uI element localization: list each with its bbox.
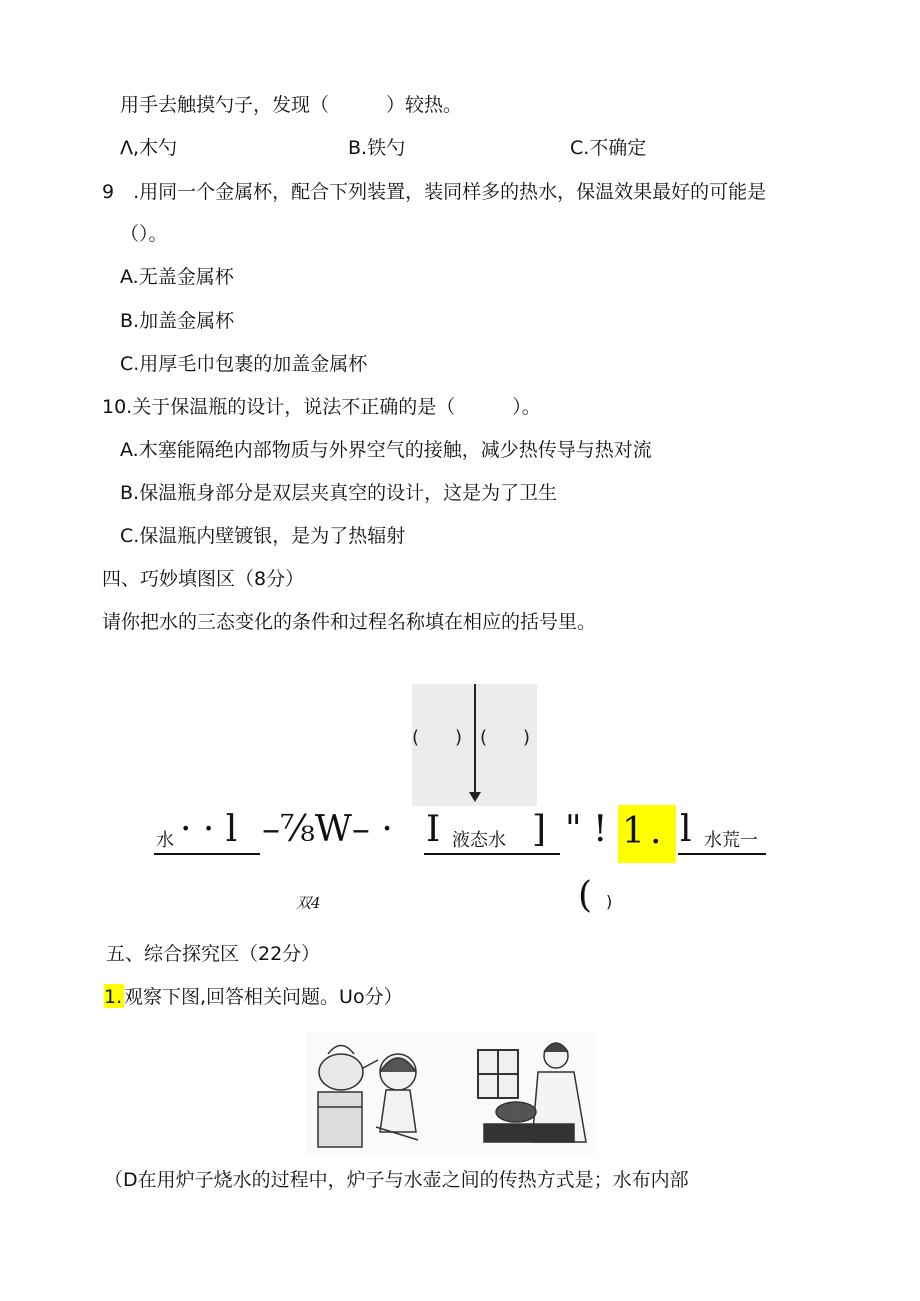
diagram-seq-e: l [680, 809, 692, 850]
q1-number: 1. [104, 986, 123, 1008]
diagram-bottom-paren-a[interactable]: ( [578, 875, 593, 916]
q1-sub1: （D在用炉子烧水的过程中，炉子与水壶之间的传热方式是；水布内部 [104, 1169, 689, 1191]
q9-option-b: B.加盖金属杯 [120, 310, 235, 332]
down-arrow-icon [469, 792, 481, 802]
down-arrow-line [474, 684, 476, 794]
label-vapor: 水荒一 [704, 830, 758, 851]
q8-option-a: Λ,木勺 [120, 137, 178, 159]
diagram-hl-a: 1 [622, 811, 645, 852]
q10-option-a: A.木塞能隔绝内部物质与外界空气的接触，减少热传导与热对流 [120, 439, 652, 461]
section5-title: 五、综合探究区（22分） [106, 943, 321, 965]
q9-option-a: A.无盖金属杯 [120, 266, 234, 288]
label-liquid-water: 液态水 [452, 830, 506, 851]
label-water: 水 [156, 830, 174, 851]
diagram-seq-a: · · l [180, 809, 238, 850]
q8-option-c: C.不确定 [570, 137, 647, 159]
diagram-bracket: ] [532, 809, 547, 850]
q8-option-b: B.铁勺 [348, 137, 406, 159]
q10-stem: 10.关于保温瓶的设计，说法不正确的是（ ）。 [102, 396, 541, 418]
diagram-seq-c: I [426, 809, 441, 850]
diagram-hl-b: . [650, 811, 662, 852]
diagram-seq-b: –⅞W– · [262, 809, 393, 850]
section4-title: 四、巧妙填图区（8分） [102, 568, 305, 590]
q1-text: 观察下图,回答相关问题。Uo分） [124, 986, 403, 1008]
diagram-bottom-paren-b[interactable]: ) [606, 892, 613, 911]
q9-option-c: C.用厚毛巾包裹的加盖金属杯 [120, 353, 368, 375]
underline-water [154, 853, 260, 855]
q9-stem: 9 .用同一个金属杯，配合下列装置，装同样多的热水，保温效果最好的可能是 [102, 181, 767, 203]
section4-instruction: 请你把水的三态变化的条件和过程名称填在相应的括号里。 [102, 611, 597, 633]
window-icon [478, 1050, 518, 1098]
illustration [306, 1032, 596, 1154]
q8-stem-tail: 用手去触摸勺子，发现（ ）较热。 [120, 94, 463, 116]
diagram-paren-right[interactable]: ( ) [480, 727, 531, 748]
diagram-seq-d: " ! [565, 809, 608, 850]
diagram-paren-left[interactable]: ( ) [412, 727, 463, 748]
underline-liquid [424, 853, 560, 855]
q9-stem-cont: （）。 [120, 223, 168, 245]
diagram-small-label: 双4 [296, 894, 321, 912]
q10-option-b: B.保温瓶身部分是双层夹真空的设计，这是为了卫生 [120, 482, 558, 504]
underline-vapor [678, 853, 766, 855]
q10-option-c: C.保温瓶内壁镀银，是为了热辐射 [120, 525, 406, 547]
